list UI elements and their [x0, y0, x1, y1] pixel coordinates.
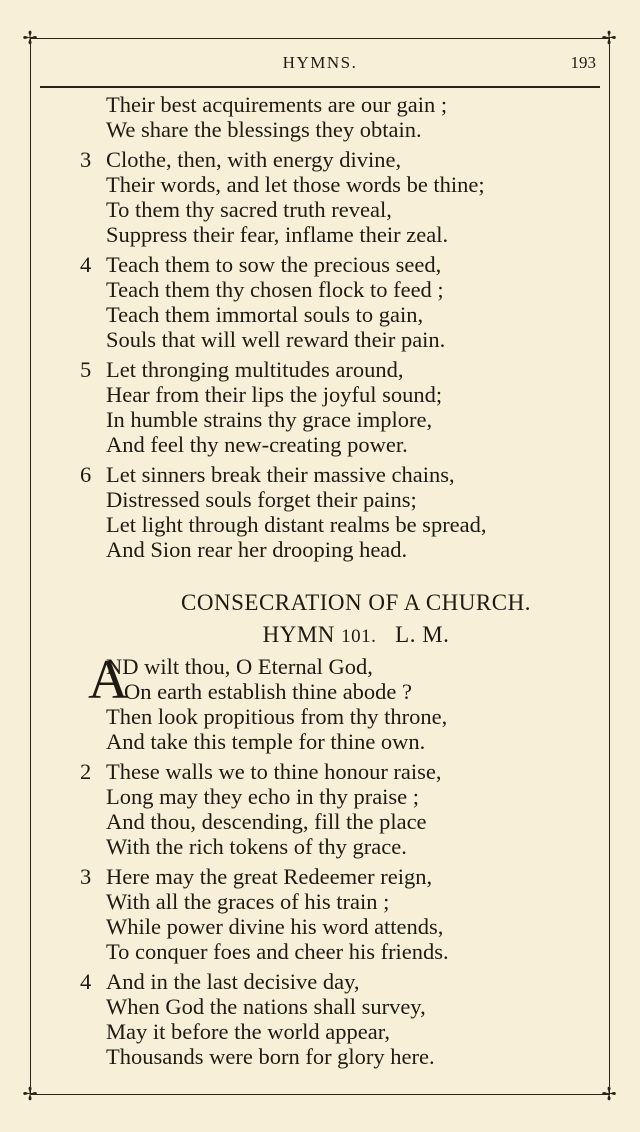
verse-text: Let thronging multitudes around, — [106, 357, 404, 382]
verse-line: We share the blessings they obtain. — [106, 117, 422, 142]
stanza — [80, 649, 610, 754]
verse-line — [80, 969, 610, 994]
verse-line: Suppress their fear, inflame their zeal. — [106, 222, 449, 247]
verse-line: In humble strains thy grace implore, — [106, 407, 433, 432]
drop-cap: A — [88, 649, 129, 711]
verse-number: 3 — [80, 147, 92, 172]
verse-line: Let light through distant realms be spread, — [106, 512, 487, 537]
verse-text: Here may the great Redeemer reign, — [106, 864, 433, 889]
verse-number: 3 — [80, 864, 92, 889]
verse-line: To conquer foes and cheer his friends. — [106, 939, 449, 964]
hymn-meter: L. M. — [395, 622, 450, 647]
verse-line: Hear from their lips the joyful sound; — [106, 382, 443, 407]
verse-line — [80, 759, 610, 784]
frame-left-rule — [30, 38, 31, 1094]
stanza — [80, 969, 610, 1069]
verse-line: Teach them thy chosen flock to feed ; — [106, 277, 444, 302]
verse-line: To them thy sacred truth reveal, — [106, 197, 392, 222]
verse-line: Souls that will well reward their pain. — [106, 327, 446, 352]
verse-text: Clothe, then, with energy divine, — [106, 147, 402, 172]
verse-line: Long may they echo in thy praise ; — [106, 784, 420, 809]
verse-line — [80, 357, 610, 382]
page-content — [80, 92, 610, 1074]
verse-line: Teach them immortal souls to gain, — [106, 302, 424, 327]
verse-line: And take this temple for thine own. — [106, 729, 426, 754]
verse-number: 4 — [80, 969, 92, 994]
verse-line: Their best acquirements are our gain ; — [106, 92, 448, 117]
verse-line — [80, 252, 610, 277]
verse-line: With the rich tokens of thy grace. — [106, 834, 407, 859]
verse-number: 5 — [80, 357, 92, 382]
verse-line: And Sion rear her drooping head. — [106, 537, 408, 562]
corner-ornament-icon: ✢ — [601, 28, 617, 48]
verse-line: On earth establish thine abode ? — [124, 679, 413, 704]
stanza — [80, 864, 610, 964]
corner-ornament-icon: ✢ — [601, 1084, 617, 1104]
verse-line: And thou, descending, fill the place — [106, 809, 427, 834]
verse-number: 2 — [80, 759, 92, 784]
verse-number: 6 — [80, 462, 92, 487]
corner-ornament-icon: ✢ — [22, 1084, 38, 1104]
stanza — [80, 92, 610, 142]
hymn-number: 101. — [341, 626, 377, 647]
hymn-label: HYMN — [262, 622, 335, 647]
verse-line — [80, 864, 610, 889]
stanza — [80, 147, 610, 247]
frame-top-rule — [30, 38, 610, 39]
verse-line — [80, 147, 610, 172]
running-header: HYMNS. — [282, 53, 358, 72]
stanza — [80, 462, 610, 562]
verse-line: Distressed souls forget their pains; — [106, 487, 417, 512]
verse-line: While power divine his word attends, — [106, 914, 444, 939]
verse-line: When God the nations shall survey, — [106, 994, 426, 1019]
verse-line — [80, 462, 610, 487]
verse-line: Thousands were born for glory here. — [106, 1044, 435, 1069]
hymn-heading — [80, 620, 610, 652]
verse-line: May it before the world appear, — [106, 1019, 390, 1044]
verse-line: Then look propitious from thy throne, — [106, 704, 448, 729]
verse-line: With all the graces of his train ; — [106, 889, 390, 914]
verse-text: These walls we to thine honour raise, — [106, 759, 442, 784]
verse-number: 4 — [80, 252, 92, 277]
stanza — [80, 759, 610, 859]
section-title: CONSECRATION OF A CHURCH. — [181, 590, 531, 615]
verse-text: Teach them to sow the precious seed, — [106, 252, 442, 277]
verse-line: And feel thy new-creating power. — [106, 432, 408, 457]
verse-line: Their words, and let those words be thine; — [106, 172, 485, 197]
page-number: 193 — [570, 53, 596, 72]
header-rule — [40, 86, 600, 88]
stanza — [80, 357, 610, 457]
verse-line: ND wilt thou, O Eternal God, — [106, 654, 373, 679]
frame-bottom-rule — [30, 1094, 610, 1095]
verse-text: Let sinners break their massive chains, — [106, 462, 455, 487]
stanza — [80, 252, 610, 352]
verse-text: And in the last decisive day, — [106, 969, 360, 994]
corner-ornament-icon: ✢ — [22, 28, 38, 48]
